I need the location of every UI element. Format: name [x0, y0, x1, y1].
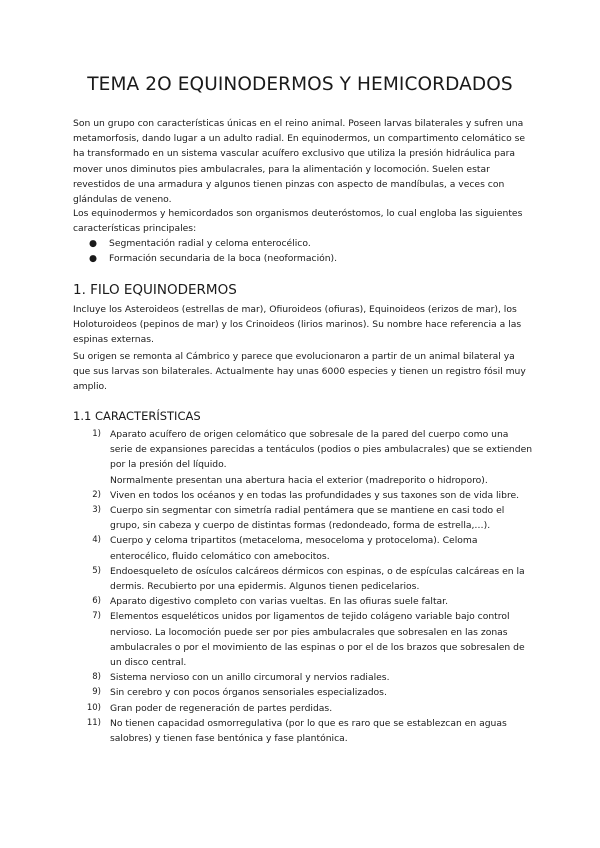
- section-heading-caracteristicas: 1.1 CARACTERÍSTICAS: [73, 409, 201, 423]
- list-item-text: Segmentación radial y celoma enterocélico.: [109, 238, 311, 249]
- list-item: [73, 503, 533, 533]
- list-item-number: 11): [86, 717, 101, 728]
- list-item: [73, 488, 533, 503]
- list-item: [73, 670, 533, 685]
- list-item-text: Elementos esqueléticos unidos por ligamentos de tejido colágeno variable bajo control nervioso. La locomoción puede ser por pies ambulacrales que sobresalen en las zonas ambulacrales o por el movimiento de las espinas o por el de los brazos que sobresalen de un disco central.: [110, 611, 525, 669]
- list-item-text: Formación secundaria de la boca (neoformación).: [109, 253, 338, 265]
- list-item-text: No tienen capacidad osmorregulativa (por lo que es raro que se establezcan en aguas salobres) y tienen fase bentónica y fase plantónica.: [110, 717, 507, 745]
- list-item-text: Gran poder de regeneración de partes perdidas.: [110, 702, 333, 714]
- list-item-number: 10): [86, 702, 101, 713]
- list-item: [73, 427, 533, 488]
- bullet-icon: ●: [89, 238, 98, 249]
- list-item-text: Cuerpo sin segmentar con simetría radial pentámera que se mantiene en casi todo el grupo, sin cabeza y cuerpo de distintas formas (redondeado, forma de estrella,…).: [110, 505, 505, 532]
- list-item-number: 6): [92, 596, 101, 607]
- list-item-text: Endoesqueleto de osículos calcáreos dérmicos con espinas, o de espículas calcáreas en la dermis. Recubierto por una epidermis. Algunos tienen pedicelarios.: [110, 565, 525, 593]
- list-item-number: 7): [92, 611, 101, 622]
- list-item: [73, 594, 533, 609]
- deuterostome-features-list: [73, 236, 533, 266]
- list-item: [73, 701, 533, 716]
- list-item: [73, 716, 533, 746]
- list-item-text: Aparato digestivo completo con varias vueltas. En las ofiuras suele faltar.: [110, 596, 449, 608]
- list-item-number: 2): [92, 489, 101, 500]
- intro-paragraph-2: Los equinodermos y hemicordados son organismos deuteróstomos, lo cual engloba las siguientes características principales:: [73, 208, 523, 235]
- list-item: [73, 685, 533, 700]
- list-item-text: Viven en todos los océanos y en todas las profundidades y sus taxones son de vida libre.: [110, 489, 520, 501]
- list-item-number: 8): [92, 672, 101, 683]
- list-item-text: Aparato acuífero de origen celomático que sobresale de la pared del cuerpo como una serie de expansiones parecidas a tentáculos (podios o pies ambulacrales) que se extienden por la presión del líquido.: [110, 429, 533, 471]
- bullet-icon: ●: [89, 253, 98, 265]
- list-item: [73, 251, 533, 266]
- list-item: [73, 236, 533, 251]
- list-item: [73, 609, 533, 670]
- list-item-extra-text: Normalmente presentan una abertura hacia el exterior (madreporito o hidroporo).: [110, 474, 488, 486]
- list-item-text: Cuerpo y celoma tripartitos (metaceloma, mesoceloma y protoceloma). Celoma enterocélico, fluido celomático con amebocitos.: [110, 535, 478, 562]
- intro-paragraph-1: Son un grupo con características únicas en el reino animal. Poseen larvas bilaterales y sufren una metamorfosis, dando lugar a un adulto radial. En equinodermos, un compartimento celomático se ha transformado en un sistema vascular acuífero exclusivo que utiliza la presión hidráulica para mover unos diminutos pies ambulacrales, para la alimentación y locomoción. Suelen estar revestidos de una armadura y algunos tienen pinzas con aspecto de mandíbulas, a veces con glándulas de veneno.: [73, 118, 526, 206]
- list-item-number: 3): [92, 505, 101, 516]
- list-item-number: 5): [92, 565, 101, 576]
- list-item: [73, 533, 533, 563]
- list-item-text: Sin cerebro y con pocos órganos sensoriales especializados.: [110, 687, 387, 699]
- list-item: [73, 564, 533, 594]
- list-item-number: 1): [92, 429, 101, 439]
- characteristics-list: [73, 427, 533, 746]
- section1-paragraph-2: Su origen se remonta al Cámbrico y parece que evolucionaron a partir de un animal bilateral ya que sus larvas son bilaterales. Actualmente hay unas 6000 especies y tienen un registro fósil muy amplio.: [73, 351, 526, 393]
- list-item-number: 9): [92, 687, 101, 698]
- section-heading-filo-equinodermos: 1. FILO EQUINODERMOS: [73, 282, 237, 298]
- list-item-text: Sistema nervioso con un anillo circumoral y nervios radiales.: [110, 672, 390, 684]
- page-title: TEMA 2O EQUINODERMOS Y HEMICORDADOS: [87, 74, 513, 95]
- section1-paragraph-1: Incluye los Asteroideos (estrellas de mar), Ofiuroideos (ofiuras), Equinoideos (erizos de mar), los Holoturoideos (pepinos de mar) y los Crinoideos (lirios marinos). Su nombre hace referencia a las espinas externas.: [73, 304, 522, 346]
- list-item-number: 4): [92, 535, 101, 546]
